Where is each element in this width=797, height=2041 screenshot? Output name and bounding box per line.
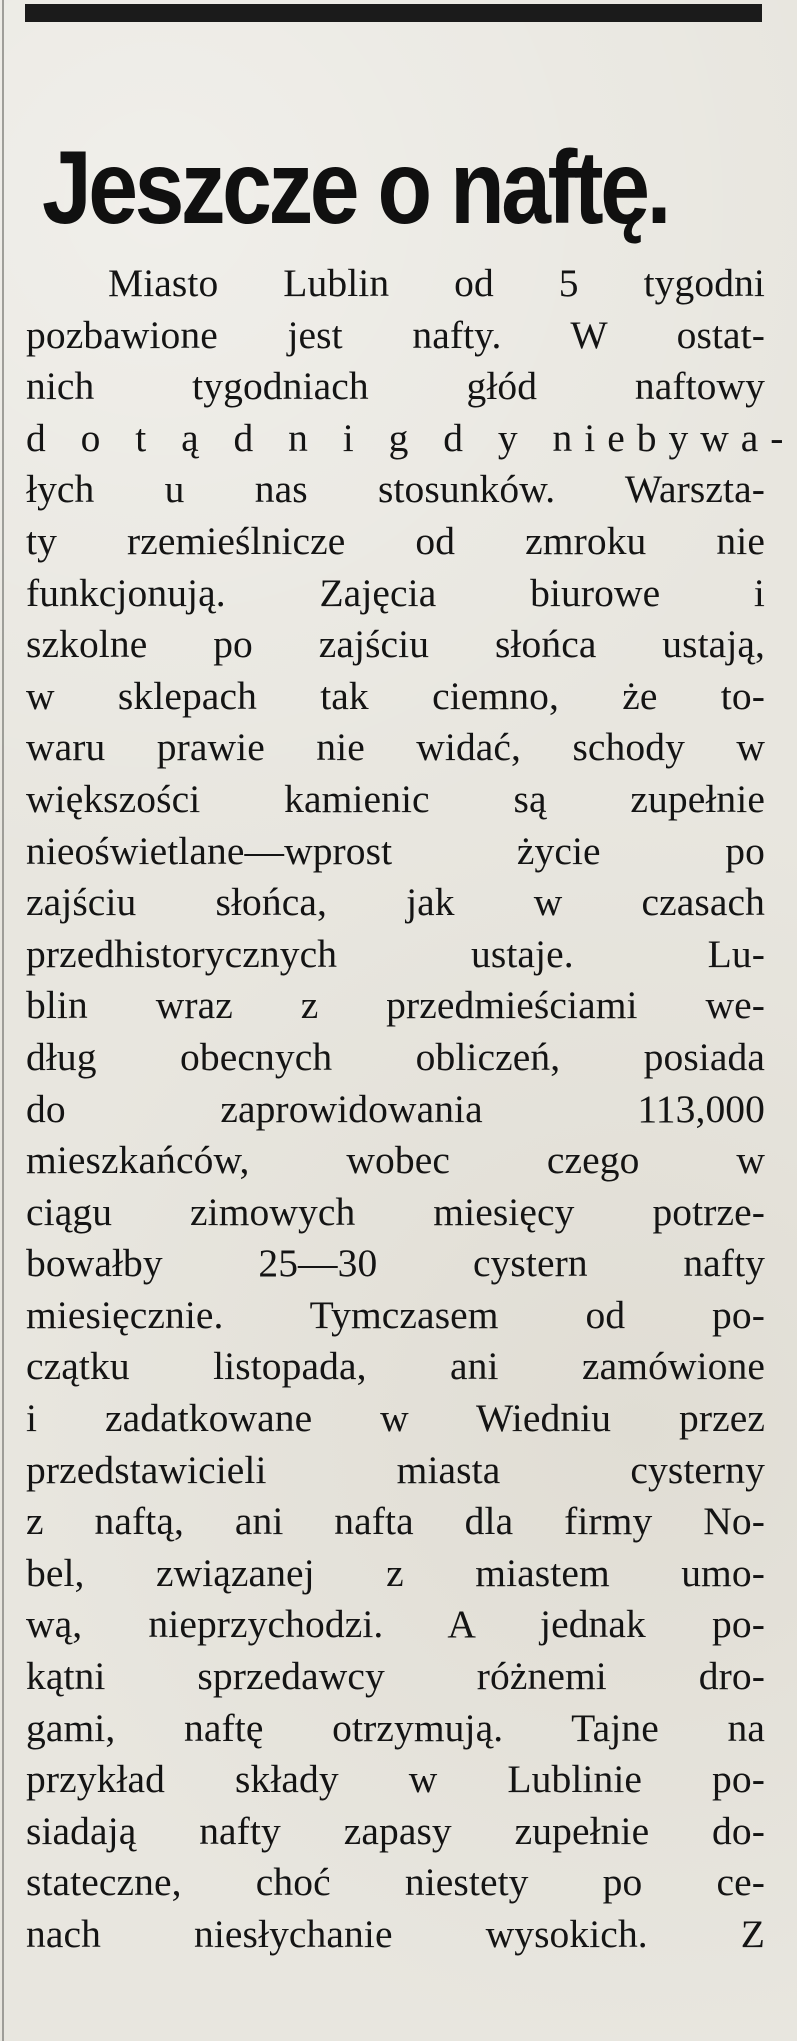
body-line: czątku listopada, ani zamówione (26, 1344, 765, 1389)
body-line: przykład składy w Lublinie po- (26, 1757, 765, 1802)
body-line: pozbawione jest nafty. W ostat- (26, 312, 765, 357)
body-line: większości kamienic są zupełnie (26, 776, 765, 821)
left-margin-rule (2, 0, 4, 2041)
body-line: wą, nieprzychodzi. A jednak po- (26, 1602, 765, 1647)
body-line: przedhistorycznych ustaje. Lu- (26, 931, 765, 976)
body-line: nach niesłychanie wysokich. Z (26, 1912, 765, 1956)
body-line: blin wraz z przedmieściami we- (26, 983, 765, 1028)
body-line: ty rzemieślnicze od zmroku nie (26, 518, 765, 563)
body-line: w sklepach tak ciemno, że to- (26, 673, 765, 718)
body-line: funkcjonują. Zajęcia biurowe i (26, 570, 765, 615)
body-line: nich tygodniach głód naftowy (26, 364, 765, 409)
body-line: zajściu słońca, jak w czasach (26, 880, 765, 925)
body-line: Miasto Lublin od 5 tygodni (108, 261, 765, 305)
body-line: siadają nafty zapasy zupełnie do- (26, 1808, 765, 1853)
body-line: ciągu zimowych miesięcy potrze- (26, 1189, 765, 1234)
body-line: łych u nas stosunków. Warszta- (26, 467, 765, 512)
body-line: bel, związanej z miastem umo- (26, 1550, 765, 1595)
top-divider-rule (25, 4, 762, 22)
body-line: z naftą, ani nafta dla firmy No- (26, 1499, 765, 1544)
body-line: mieszkańców, wobec czego w (26, 1138, 765, 1183)
body-line: bowałby 25—30 cystern nafty (26, 1241, 765, 1286)
body-line: i zadatkowane w Wiedniu przez (26, 1396, 765, 1441)
body-line: szkolne po zajściu słońca ustają, (26, 622, 765, 667)
body-line: miesięcznie. Tymczasem od po- (26, 1292, 765, 1337)
article-headline: Jeszcze o naftę. (42, 129, 668, 246)
body-line: dług obecnych obliczeń, posiada (26, 1034, 765, 1079)
body-line: gami, naftę otrzymują. Tajne na (26, 1705, 765, 1750)
body-line: nieoświetlane—wprost życie po (26, 828, 765, 873)
body-line: kątni sprzedawcy różnemi dro- (26, 1654, 765, 1699)
body-line: do zaprowidowania 113,000 (26, 1086, 765, 1131)
body-line: stateczne, choć niestety po ce- (26, 1860, 765, 1905)
body-line: przedstawicieli miasta cysterny (26, 1447, 765, 1492)
body-line: d o t ą d n i g d y niebywa- (26, 415, 796, 460)
article-body (26, 258, 796, 1961)
body-line: waru prawie nie widać, schody w (26, 725, 765, 770)
